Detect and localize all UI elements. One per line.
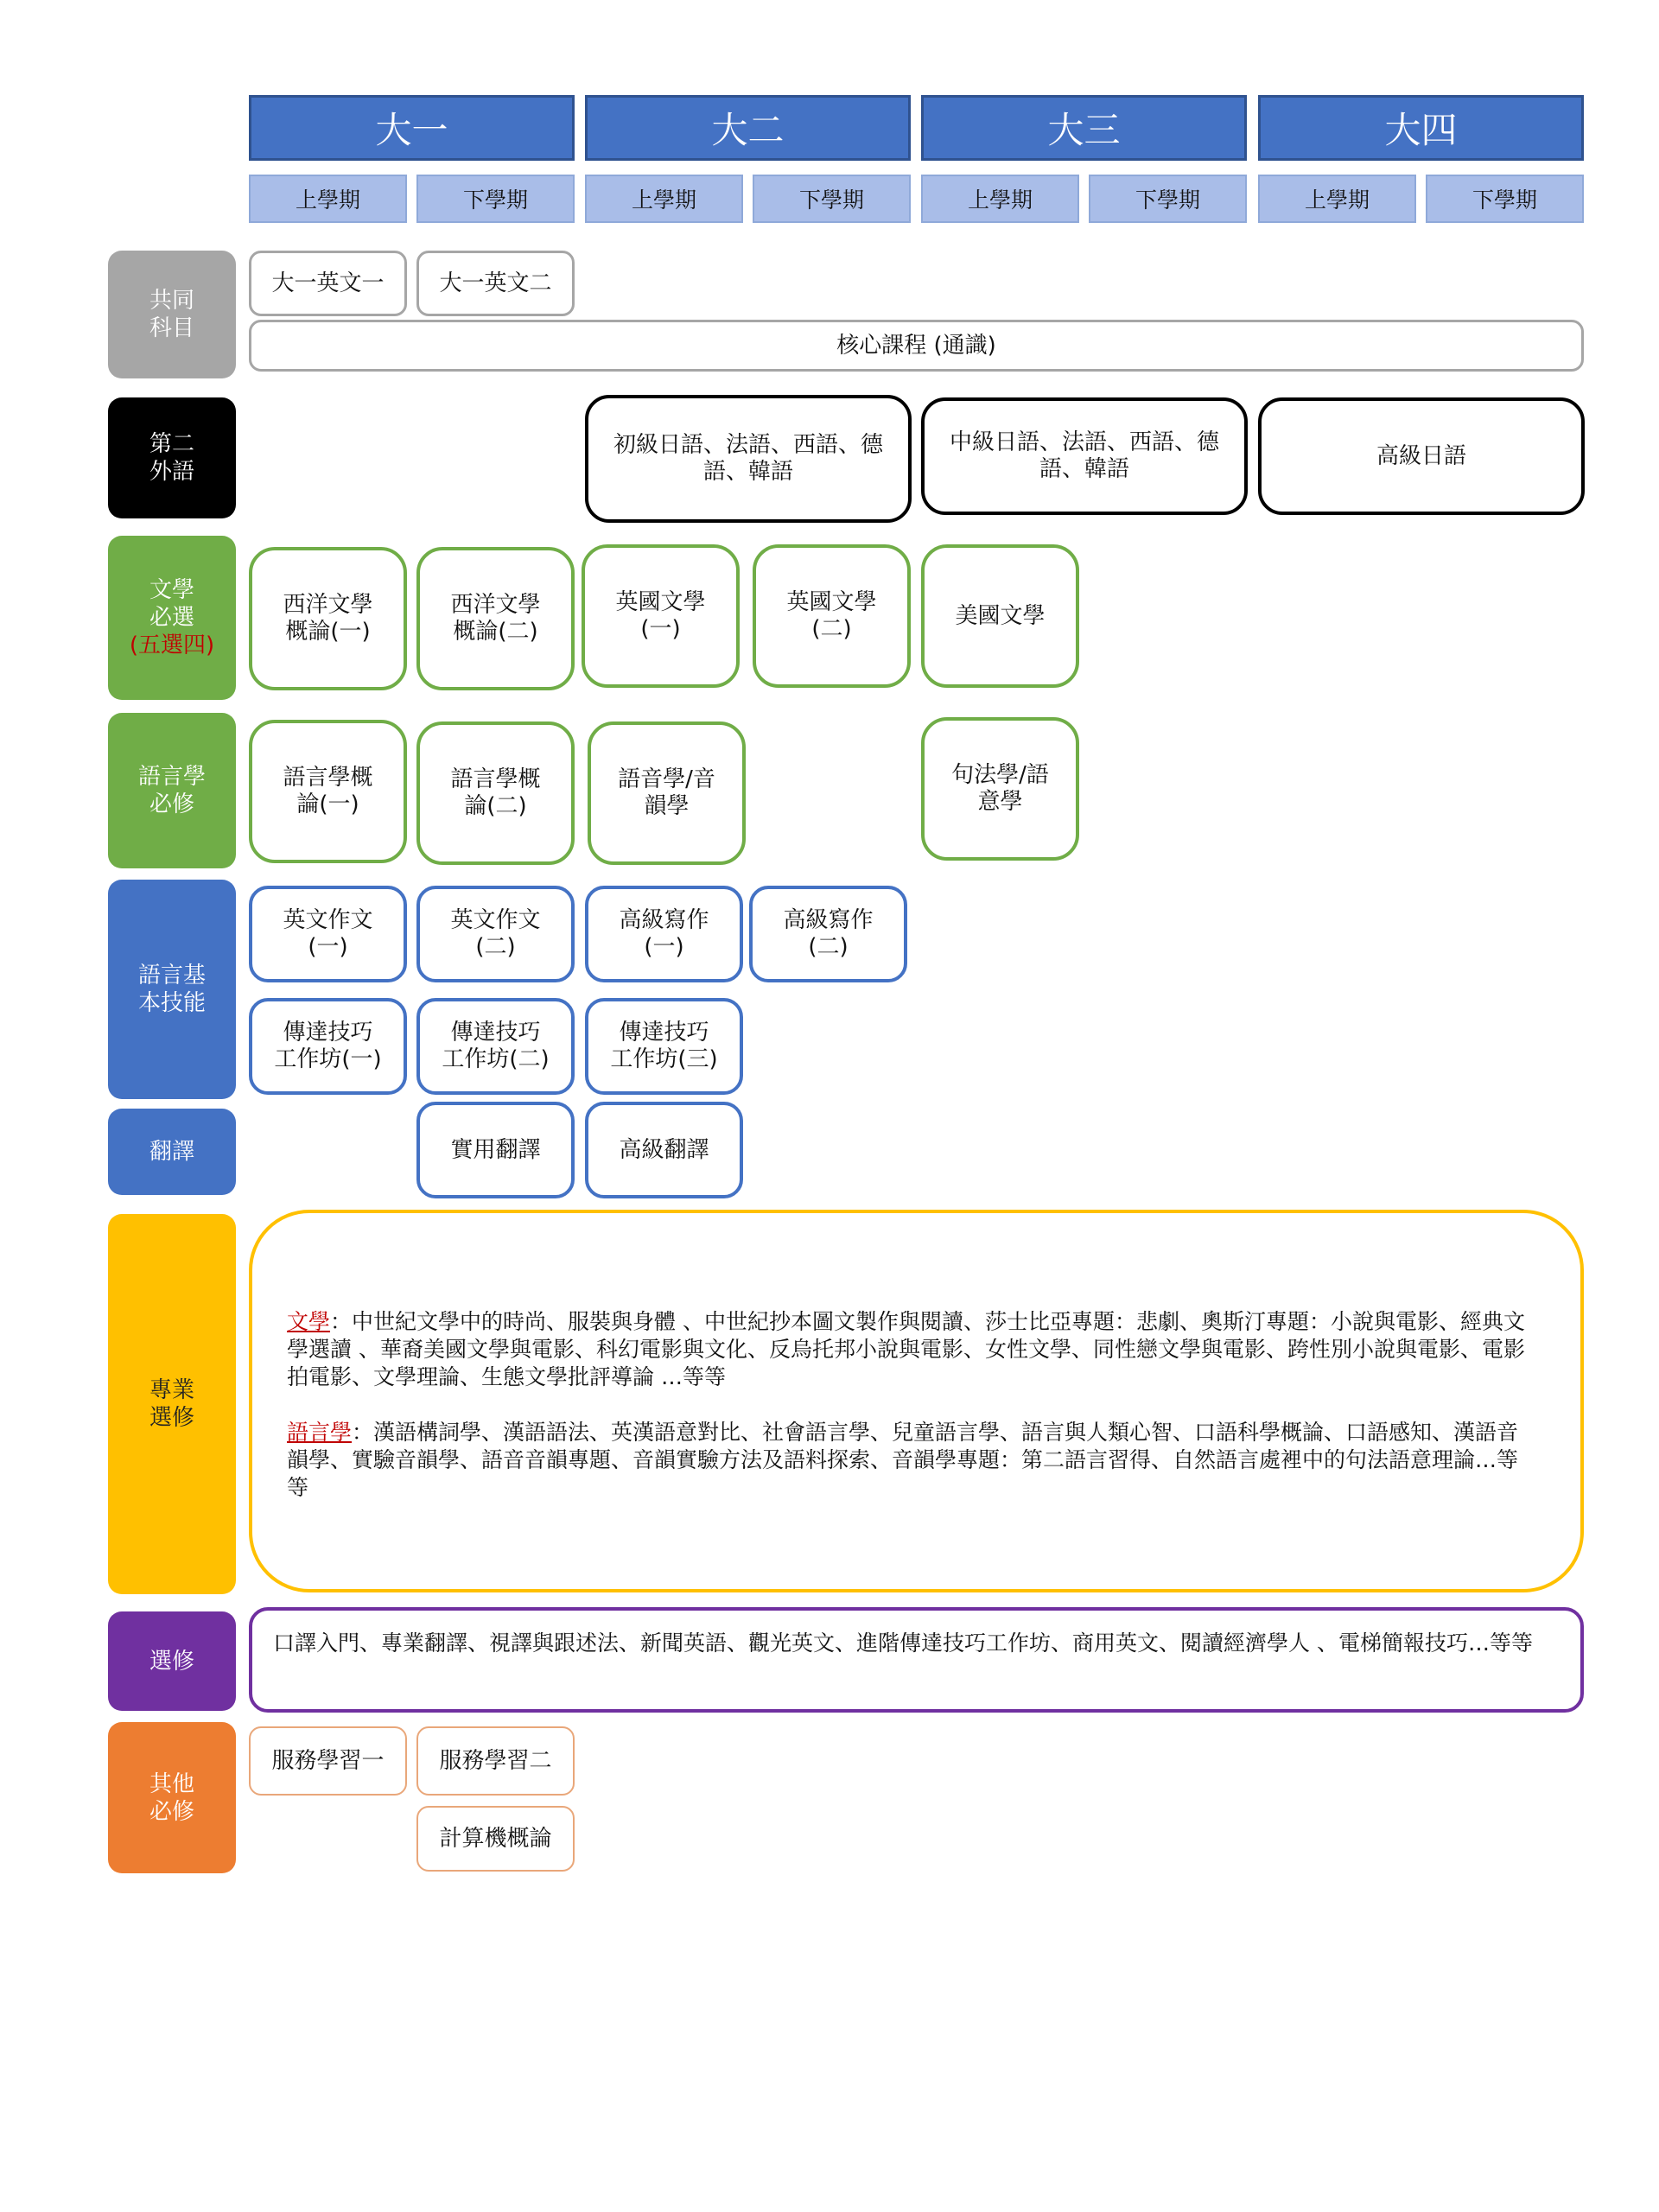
- professional-linguistics-label: 語言學: [287, 1420, 353, 1445]
- year-header-4: 大四: [1258, 95, 1584, 161]
- professional-literature-label: 文學: [287, 1309, 331, 1334]
- semester-header-6: 下學期: [1089, 175, 1247, 223]
- professional-linguistics-paragraph: 語言學：漢語構詞學、漢語語法、英漢語意對比、社會語言學、兒童語言學、語言與人類心智、口語科學概論、口語感知、漢語音韻學、實驗音韻學、語音音韻專題、音韻實驗方法及語料探索、音韻學專題：第二語言習得、自然語言處裡中的句法語意理論…等等: [287, 1420, 1519, 1500]
- professional-elective-panel: [249, 1210, 1584, 1592]
- professional-literature-paragraph: 文學：中世紀文學中的時尚、服裝與身體 、中世紀抄本圖文製作與閱讀、莎士比亞專題：悲劇、奧斯汀專題：小說與電影、經典文學選讀 、華裔美國文學與電影、科幻電影與文化、反烏托邦小說與電影、女性文學、同性戀文學與電影、跨性別小說與電影、電影拍電影、文學理論、生態文學批評導論 …等等: [287, 1309, 1525, 1389]
- semester-header-2: 下學期: [416, 175, 575, 223]
- course-british-literature-2: 英國文學 (二): [753, 544, 911, 688]
- course-intro-linguistics-2: 語言學概 論(二): [416, 721, 575, 865]
- category-literature-required: 文學 必選 (五選四): [108, 536, 236, 700]
- category-other-required: 其他 必修: [108, 1722, 236, 1873]
- course-intro-linguistics-1: 語言學概 論(一): [249, 720, 407, 863]
- semester-header-4: 下學期: [753, 175, 911, 223]
- course-advanced-japanese: 高級日語: [1258, 397, 1585, 515]
- course-service-learning-2: 服務學習二: [416, 1726, 575, 1796]
- year-header-1: 大一: [249, 95, 575, 161]
- course-british-literature-1: 英國文學 (一): [582, 544, 740, 688]
- course-communication-workshop-3: 傳達技巧 工作坊(三): [585, 998, 743, 1095]
- course-phonetics-phonology: 語音學/音 韻學: [588, 721, 746, 865]
- category-second-language: 第二 外語: [108, 397, 236, 518]
- elective-panel: [249, 1607, 1584, 1713]
- course-western-literature-2: 西洋文學 概論(二): [416, 547, 575, 690]
- category-basic-skills: 語言基 本技能: [108, 880, 236, 1099]
- year-header-2: 大二: [585, 95, 911, 161]
- course-english-composition-1: 英文作文 (一): [249, 886, 407, 982]
- semester-header-1: 上學期: [249, 175, 407, 223]
- course-intermediate-foreign-language: 中級日語、法語、西語、德 語、韓語: [921, 397, 1248, 515]
- category-elective: 選修: [108, 1611, 236, 1711]
- course-freshman-english-1: 大一英文一: [249, 251, 407, 316]
- year-header-3: 大三: [921, 95, 1247, 161]
- category-linguistics-required: 語言學 必修: [108, 713, 236, 868]
- course-western-literature-1: 西洋文學 概論(一): [249, 547, 407, 690]
- semester-header-3: 上學期: [585, 175, 743, 223]
- semester-header-7: 上學期: [1258, 175, 1416, 223]
- course-freshman-english-2: 大一英文二: [416, 251, 575, 316]
- course-intro-computers: 計算機概論: [416, 1806, 575, 1872]
- category-common: 共同 科目: [108, 251, 236, 378]
- course-advanced-translation: 高級翻譯: [585, 1102, 743, 1198]
- elective-text: 口譯入門、專業翻譯、視譯與跟述法、新聞英語、觀光英文、進階傳達技巧工作坊、商用英文、閱讀經濟學人 、電梯簡報技巧…等等: [273, 1630, 1533, 1656]
- category-professional-elective: 專業 選修: [108, 1214, 236, 1594]
- course-advanced-writing-1: 高級寫作 (一): [585, 886, 743, 982]
- course-advanced-writing-2: 高級寫作 (二): [749, 886, 907, 982]
- semester-header-8: 下學期: [1426, 175, 1584, 223]
- course-practical-translation: 實用翻譯: [416, 1102, 575, 1198]
- semester-header-5: 上學期: [921, 175, 1079, 223]
- course-english-composition-2: 英文作文 (二): [416, 886, 575, 982]
- category-translation: 翻譯: [108, 1109, 236, 1195]
- course-beginner-foreign-language: 初級日語、法語、西語、德 語、韓語: [585, 395, 912, 523]
- course-syntax-semantics: 句法學/語 意學: [921, 717, 1079, 861]
- course-communication-workshop-2: 傳達技巧 工作坊(二): [416, 998, 575, 1095]
- course-american-literature: 美國文學: [921, 544, 1079, 688]
- course-core-curriculum: 核心課程 (通識): [249, 320, 1584, 372]
- course-communication-workshop-1: 傳達技巧 工作坊(一): [249, 998, 407, 1095]
- course-service-learning-1: 服務學習一: [249, 1726, 407, 1796]
